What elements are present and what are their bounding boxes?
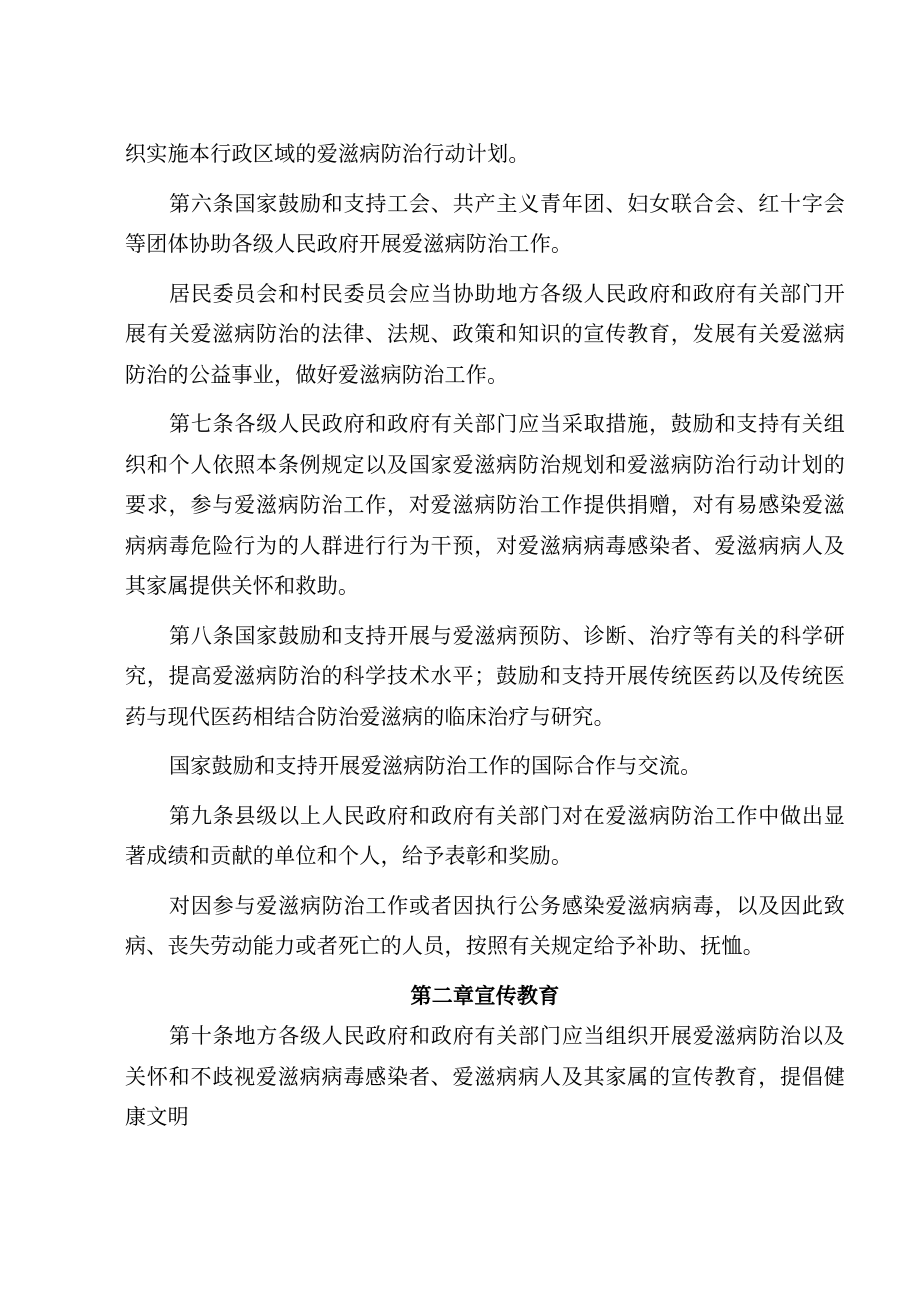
paragraph-article-7: 第七条各级人民政府和政府有关部门应当采取措施，鼓励和支持有关组织和个人依照本条例规定以及国家爱滋病防治规划和爱滋病防治行动计划的要求，参与爱滋病防治工作，对爱滋病防治工作提供捐赠，对有易感染爱滋病病毒危险行为的人群进行行为干预，对爱滋病病毒感染者、爱滋病病人及其家属提供关怀和救助。 — [125, 412, 845, 598]
paragraph-article-10: 第十条地方各级人民政府和政府有关部门应当组织开展爱滋病防治以及关怀和不歧视爱滋病病毒感染者、爱滋病病人及其家属的宣传教育，提倡健康文明 — [125, 1024, 845, 1129]
paragraph-article-8: 第八条国家鼓励和支持开展与爱滋病预防、诊断、治疗等有关的科学研究，提高爱滋病防治的科学技术水平；鼓励和支持开展传统医药以及传统医药与现代医药相结合防治爱滋病的临床治疗与研究。 — [125, 623, 845, 729]
paragraph-article-6: 第六条国家鼓励和支持工会、共产主义青年团、妇女联合会、红十字会等团体协助各级人民政府开展爱滋病防治工作。 — [125, 191, 845, 256]
paragraph-residents-committee: 居民委员会和村民委员会应当协助地方各级人民政府和政府有关部门开展有关爱滋病防治的法律、法规、政策和知识的宣传教育，发展有关爱滋病防治的公益事业，做好爱滋病防治工作。 — [125, 281, 845, 387]
paragraph-article-9: 第九条县级以上人民政府和政府有关部门对在爱滋病防治工作中做出显著成绩和贡献的单位和个人，给予表彰和奖励。 — [125, 803, 845, 868]
paragraph-international-cooperation: 国家鼓励和支持开展爱滋病防治工作的国际合作与交流。 — [169, 754, 702, 778]
chapter-heading: 第二章宣传教育 — [410, 982, 560, 1008]
paragraph-continuation: 织实施本行政区域的爱滋病防治行动计划。 — [125, 142, 530, 166]
paragraph-compensation: 对因参与爱滋病防治工作或者因执行公务感染爱滋病病毒，以及因此致病、丧失劳动能力或者死亡的人员，按照有关规定给予补助、抚恤。 — [125, 893, 845, 958]
document-body — [125, 134, 845, 1138]
